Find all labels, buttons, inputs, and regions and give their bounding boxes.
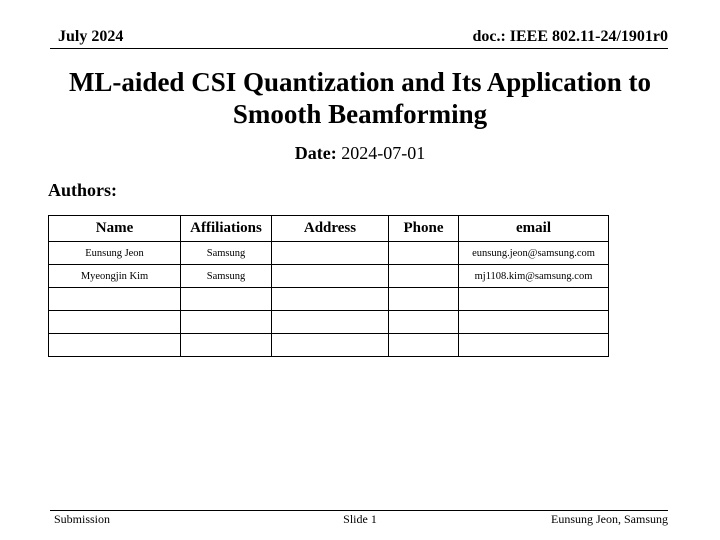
cell-phone	[389, 311, 459, 334]
cell-email: mj1108.kim@samsung.com	[459, 265, 609, 288]
header-doc-id: doc.: IEEE 802.11-24/1901r0	[472, 28, 668, 45]
cell-address	[272, 334, 389, 357]
cell-affiliation	[181, 334, 272, 357]
cell-affiliation: Samsung	[181, 242, 272, 265]
cell-name: Eunsung Jeon	[49, 242, 181, 265]
date-line	[0, 143, 720, 164]
header-divider	[50, 48, 668, 49]
cell-phone	[389, 242, 459, 265]
column-header-name: Name	[49, 216, 181, 242]
footer-submission: Submission	[54, 512, 111, 526]
cell-phone	[389, 265, 459, 288]
cell-phone	[389, 288, 459, 311]
table-header-row	[49, 216, 609, 242]
cell-name	[49, 311, 181, 334]
slide-title-line-2: Smooth Beamforming	[232, 99, 488, 129]
cell-affiliation	[181, 311, 272, 334]
column-header-phone: Phone	[389, 216, 459, 242]
slide-title	[40, 66, 680, 130]
cell-name	[49, 288, 181, 311]
cell-phone	[389, 334, 459, 357]
cell-address	[272, 311, 389, 334]
column-header-affiliations: Affiliations	[181, 216, 272, 242]
date-value: 2024-07-01	[341, 143, 426, 163]
cell-email: eunsung.jeon@samsung.com	[459, 242, 609, 265]
cell-name: Myeongjin Kim	[49, 265, 181, 288]
column-header-email: email	[459, 216, 609, 242]
cell-address	[272, 242, 389, 265]
authors-heading: Authors:	[48, 180, 118, 200]
footer-author: Eunsung Jeon, Samsung	[551, 512, 668, 526]
column-header-address: Address	[272, 216, 389, 242]
slide-title-line-1: ML-aided CSI Quantization and Its Application to	[68, 67, 652, 97]
cell-address	[272, 288, 389, 311]
footer-divider	[50, 510, 668, 511]
table-row	[49, 311, 609, 334]
cell-address	[272, 265, 389, 288]
header-date: July 2024	[58, 28, 124, 45]
cell-affiliation: Samsung	[181, 265, 272, 288]
table-row	[49, 242, 609, 265]
footer-slide-number: Slide 1	[343, 512, 377, 526]
table-row	[49, 265, 609, 288]
cell-affiliation	[181, 288, 272, 311]
cell-email	[459, 334, 609, 357]
date-label: Date:	[294, 143, 337, 163]
table-row	[49, 288, 609, 311]
cell-email	[459, 288, 609, 311]
cell-name	[49, 334, 181, 357]
authors-table	[48, 215, 609, 357]
cell-email	[459, 311, 609, 334]
table-row	[49, 334, 609, 357]
